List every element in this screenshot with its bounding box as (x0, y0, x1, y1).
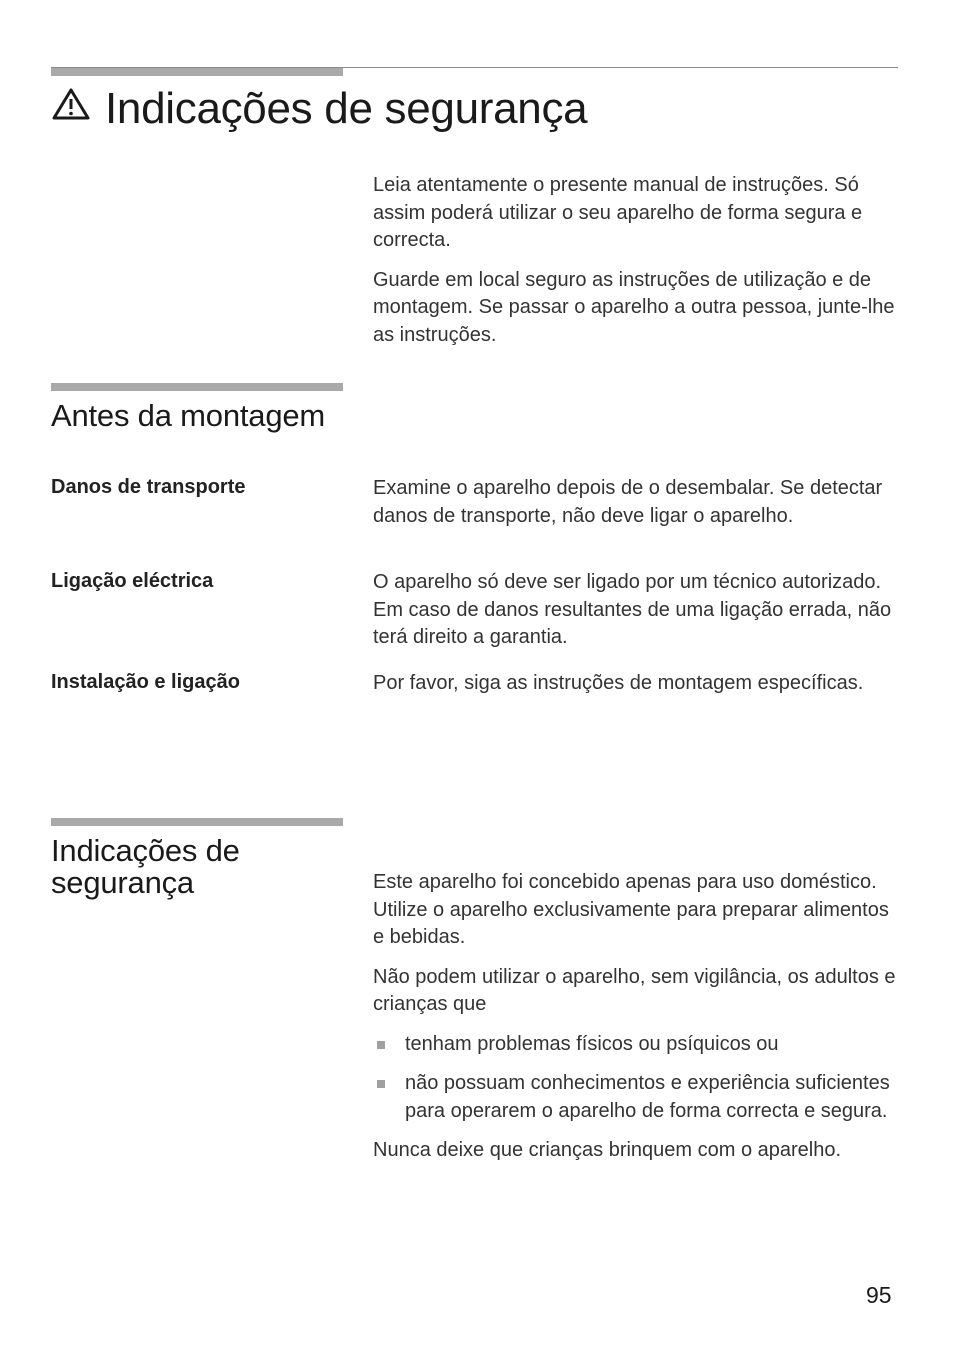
section-title-antes-da-montagem: Antes da montagem (51, 398, 326, 433)
intro-block (373, 172, 903, 349)
text-danos-transporte: Examine o aparelho depois de o desembalar. Se detectar danos de transporte, não deve ligar o aparelho. (373, 477, 883, 527)
page-number: 95 (866, 1282, 892, 1308)
title-rule-thick (51, 68, 343, 76)
safety-block (373, 869, 903, 1165)
intro-paragraph-1: Leia atentamente o presente manual de instruções. Só assim poderá utilizar o seu aparelho de forma segura e correcta. (373, 174, 863, 251)
page-title-text: Indicações de segurança (105, 84, 588, 133)
safety-paragraph-1: Este aparelho foi concebido apenas para uso doméstico. Utilize o aparelho exclusivamente para preparar alimentos e bebidas. (373, 871, 889, 948)
section-rule (51, 818, 343, 826)
list-item-text: não possuam conhecimentos e experiência suficientes para operarem o aparelho de forma correcta e segura. (405, 1072, 890, 1122)
list-item (373, 1070, 903, 1125)
safety-paragraph-3: Nunca deixe que crianças brinquem com o aparelho. (373, 1139, 842, 1161)
label-instalacao-ligacao: Instalação e ligação (51, 671, 240, 693)
square-bullet-icon (377, 1041, 385, 1049)
list-item (373, 1031, 903, 1059)
list-item-text: tenham problemas físicos ou psíquicos ou (405, 1032, 779, 1055)
intro-paragraph-2: Guarde em local seguro as instruções de utilização e de montagem. Se passar o aparelho a outra pessoa, junte-lhe as instruções. (373, 268, 895, 346)
warning-triangle-icon (51, 82, 91, 132)
title-rule-thin (51, 67, 898, 68)
safety-paragraph-2: Não podem utilizar o aparelho, sem vigilância, os adultos e crianças que (373, 965, 896, 1015)
text-instalacao-ligacao: Por favor, siga as instruções de montagem específicas. (373, 672, 864, 694)
section-title-indicacoes-seguranca: Indicações de segurança (51, 833, 240, 900)
page-title (51, 84, 587, 136)
text-ligacao-electrica: O aparelho só deve ser ligado por um técnico autorizado. Em caso de danos resultantes de uma ligação errada, não terá direito a garantia. (373, 571, 892, 648)
square-bullet-icon (377, 1080, 385, 1088)
section-rule (51, 383, 343, 391)
label-danos-transporte: Danos de transporte (51, 476, 246, 498)
label-ligacao-electrica: Ligação eléctrica (51, 570, 214, 592)
